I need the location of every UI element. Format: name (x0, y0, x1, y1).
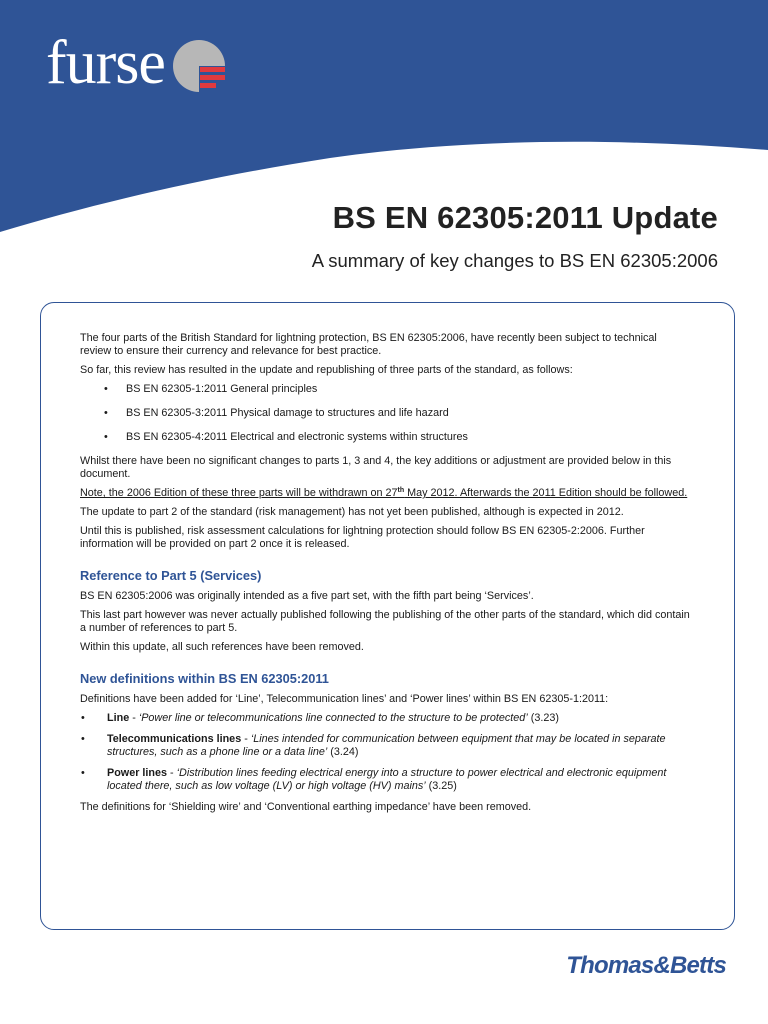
content-body (80, 332, 690, 820)
section-heading-definitions: New definitions within BS EN 62305:2011 (80, 671, 329, 686)
list-item (80, 407, 690, 420)
bullet-icon: • (104, 407, 108, 419)
section-paragraph: The definitions for ‘Shielding wire’ and ‘Conventional earthing impedance’ have been removed. (80, 801, 532, 813)
intro-paragraph: Until this is published, risk assessment calculations for lightning protection should follow BS EN 62305-2:2006. Further information will be provided on part 2 once it is released. (80, 525, 645, 550)
intro-paragraph: Whilst there have been no significant changes to parts 1, 3 and 4, the key additions or adjustment are provided below in this document. (80, 455, 672, 480)
definition-separator: - (241, 733, 251, 745)
definition-ref: (3.23) (527, 712, 559, 724)
bullet-icon: • (104, 431, 108, 443)
definition-term: Line (107, 712, 130, 724)
thomas-betts-logo: Thomas&Betts (566, 952, 726, 979)
note-superscript: th (397, 487, 405, 494)
bullet-icon: • (81, 733, 85, 745)
definition-ref: (3.25) (425, 780, 457, 792)
furse-logo-mark-icon (171, 38, 227, 94)
bullet-icon: • (81, 712, 85, 724)
note-text: Note, the 2006 Edition of these three parts will be withdrawn on 27 (80, 487, 398, 499)
definition-item (80, 767, 690, 793)
list-item-text: BS EN 62305-4:2011 Electrical and electronic systems within structures (126, 431, 468, 443)
definitions-list (80, 712, 690, 793)
definition-separator: - (129, 712, 139, 724)
definition-text: ‘Lines intended for communication between equipment that may be located in separate structures, such as a phone line or a data line’ (107, 733, 666, 758)
definition-ref: (3.24) (327, 746, 359, 758)
definition-separator: - (167, 767, 177, 779)
definition-item (80, 712, 690, 725)
section-paragraph: Within this update, all such references have been removed. (80, 641, 364, 653)
section-paragraph: This last part however was never actually published following the publishing of the other parts of the standard, which did contain a number of references to part 5. (80, 609, 690, 634)
bullet-icon: • (104, 383, 108, 395)
intro-paragraph: The four parts of the British Standard for lightning protection, BS EN 62305:2006, have recently been subject to technical review to ensure their currency and relevance for best practice. (80, 332, 657, 357)
section-paragraph: Definitions have been added for ‘Line’, Telecommunication lines’ and ‘Power lines’ within BS EN 62305-1:2011: (80, 693, 609, 705)
bullet-icon: • (81, 767, 85, 779)
list-item (80, 431, 690, 444)
intro-paragraph: The update to part 2 of the standard (risk management) has not yet been published, although is expected in 2012. (80, 506, 624, 518)
note-text: May 2012. Afterwards the 2011 Edition should be followed. (404, 487, 688, 499)
definition-term: Telecommunications lines (107, 733, 242, 745)
section-heading-services: Reference to Part 5 (Services) (80, 568, 262, 583)
list-item (80, 383, 690, 396)
definition-text: ‘Power line or telecommunications line connected to the structure to be protected’ (138, 712, 528, 724)
withdrawal-note (80, 487, 690, 500)
section-paragraph: BS EN 62305:2006 was originally intended as a five part set, with the fifth part being ‘Services’. (80, 590, 534, 602)
page-title: BS EN 62305:2011 Update (332, 200, 718, 235)
definition-term: Power lines (107, 767, 168, 779)
list-item-text: BS EN 62305-1:2011 General principles (126, 383, 318, 395)
list-item-text: BS EN 62305-3:2011 Physical damage to structures and life hazard (126, 407, 449, 419)
furse-logo (46, 28, 227, 98)
intro-paragraph: So far, this review has resulted in the update and republishing of three parts of the standard, as follows: (80, 364, 573, 376)
definition-item (80, 733, 690, 759)
page-subtitle: A summary of key changes to BS EN 62305:2006 (311, 250, 718, 271)
definition-text: ‘Distribution lines feeding electrical energy into a structure to power electrical and electronic equipment located there, such as low voltage (LV) or high voltage (HV) mains’ (107, 767, 667, 792)
brand-wordmark: furse (46, 29, 165, 97)
standard-parts-list (80, 383, 690, 444)
